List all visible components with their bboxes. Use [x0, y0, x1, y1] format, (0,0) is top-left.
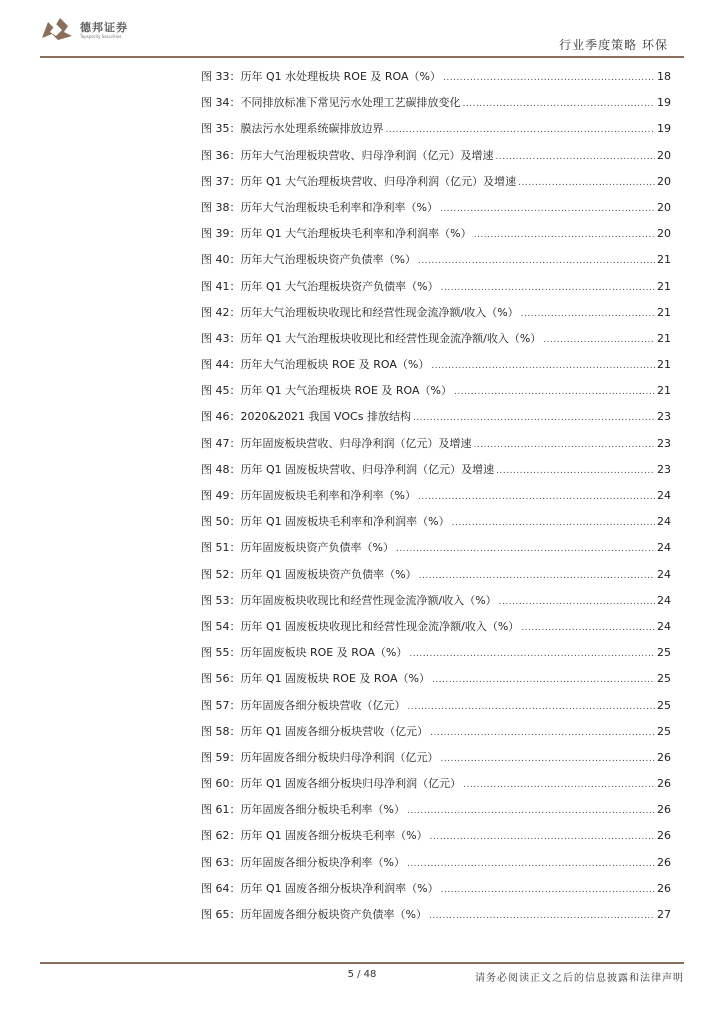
toc-entry-page: 25: [657, 698, 671, 712]
toc-entry-page: 24: [657, 489, 671, 502]
toc-entry-label: 图 46：2020&2021 我国 VOCs 排放结构: [201, 410, 411, 424]
toc-leader-dots: [518, 170, 655, 196]
toc-entry-page: 25: [657, 724, 671, 738]
toc-entry[interactable]: [201, 876, 671, 902]
toc-leader-dots: [432, 667, 655, 693]
toc-entry-page: 20: [657, 148, 671, 162]
toc-entry-label: 图 51：历年固废板块资产负债率（%）: [201, 541, 394, 555]
toc-entry[interactable]: [201, 823, 671, 849]
toc-entry[interactable]: [201, 797, 671, 823]
toc-entry-page: 24: [657, 619, 671, 633]
toc-entry-label: 图 55：历年固废板块 ROE 及 ROA（%）: [201, 646, 408, 660]
toc-entry-label: 图 64：历年 Q1 固废各细分板块净利润率（%）: [201, 881, 439, 895]
toc-entry[interactable]: [201, 509, 671, 535]
toc-entry-page: 26: [657, 855, 671, 869]
toc-entry-label: 图 40：历年大气治理板块资产负债率（%）: [201, 253, 416, 267]
toc-entry[interactable]: [201, 902, 671, 928]
toc-entry-page: 25: [657, 646, 671, 660]
brand-logo-icon: [38, 14, 76, 46]
toc-entry-page: 21: [657, 358, 671, 372]
toc-leader-dots: [386, 117, 656, 143]
toc-leader-dots: [499, 589, 655, 615]
toc-leader-dots: [407, 851, 655, 877]
toc-entry-label: 图 36：历年大气治理板块营收、归母净利润（亿元）及增速: [201, 148, 494, 162]
toc-entry-label: 图 53：历年固废板块收现比和经营性现金流净额/收入（%）: [201, 593, 497, 607]
toc-leader-dots: [454, 379, 655, 405]
toc-entry-label: 图 45：历年 Q1 大气治理板块 ROE 及 ROA（%）: [201, 384, 452, 398]
toc-leader-dots: [419, 563, 655, 589]
toc-entry-page: 26: [657, 803, 671, 817]
toc-entry[interactable]: [201, 745, 671, 771]
toc-entry-label: 图 49：历年固废板块毛利率和净利率（%）: [201, 489, 416, 502]
toc-entry-label: 图 50：历年 Q1 固废板块毛利率和净利润率（%）: [201, 515, 450, 529]
toc-entry-label: 图 44：历年大气治理板块 ROE 及 ROA（%）: [201, 358, 430, 372]
toc-entry[interactable]: [201, 614, 671, 640]
toc-entry-label: 图 38：历年大气治理板块毛利率和净利率（%）: [201, 200, 438, 214]
toc-entry[interactable]: [201, 169, 671, 195]
page-number: 5 / 48: [347, 969, 377, 980]
toc-entry[interactable]: [201, 274, 671, 300]
toc-entry-label: 图 59：历年固废各细分板块归母净利润（亿元）: [201, 750, 439, 764]
toc-entry-page: 26: [657, 881, 671, 895]
toc-entry-label: 图 47：历年固废板块营收、归母净利润（亿元）及增速: [201, 436, 472, 450]
toc-entry[interactable]: [201, 378, 671, 404]
toc-entry-label: 图 43：历年 Q1 大气治理板块收现比和经营性现金流净额/收入（%）: [201, 331, 542, 345]
toc-leader-dots: [521, 615, 655, 641]
toc-entry-label: 图 56：历年 Q1 固废板块 ROE 及 ROA（%）: [201, 672, 430, 686]
toc-entry-page: 27: [657, 908, 671, 921]
toc-entry-page: 24: [657, 593, 671, 607]
toc-entry-page: 24: [657, 515, 671, 529]
toc-leader-dots: [413, 405, 655, 431]
toc-leader-dots: [496, 144, 656, 170]
toc-leader-dots: [463, 91, 656, 117]
toc-entry[interactable]: [201, 666, 671, 692]
toc-entry-page: 20: [657, 200, 671, 214]
page-header: [0, 0, 724, 60]
toc-entry-page: 23: [657, 436, 671, 450]
toc-entry[interactable]: [201, 640, 671, 666]
toc-entry-label: 图 57：历年固废各细分板块营收（亿元）: [201, 698, 406, 712]
toc-leader-dots: [396, 536, 655, 562]
toc-entry-page: 20: [657, 174, 671, 188]
toc-entry-page: 24: [657, 567, 671, 581]
toc-entry-page: 21: [657, 279, 671, 293]
toc-entry-label: 图 60：历年 Q1 固废各细分板块归母净利润（亿元）: [201, 777, 462, 791]
toc-entry-label: 图 58：历年 Q1 固废各细分板块营收（亿元）: [201, 724, 429, 738]
toc-leader-dots: [440, 196, 655, 222]
toc-entry[interactable]: [201, 221, 671, 247]
toc-leader-dots: [463, 772, 655, 798]
legal-disclaimer: 请务必阅读正文之后的信息披露和法律声明: [475, 973, 684, 984]
toc-entry[interactable]: [201, 116, 671, 142]
toc-entry[interactable]: [201, 850, 671, 876]
toc-entry-label: 图 42：历年大气治理板块收现比和经营性现金流净额/收入（%）: [201, 305, 519, 319]
toc-entry-page: 19: [657, 96, 671, 110]
toc-entry-page: 21: [657, 305, 671, 319]
toc-leader-dots: [441, 877, 655, 903]
toc-entry-page: 20: [657, 227, 671, 241]
toc-entry[interactable]: [201, 483, 671, 509]
toc-leader-dots: [521, 301, 655, 327]
toc-entry[interactable]: [201, 64, 671, 90]
toc-entry-label: 图 54：历年 Q1 固废板块收现比和经营性现金流净额/收入（%）: [201, 619, 520, 633]
toc-entry[interactable]: [201, 562, 671, 588]
toc-entry[interactable]: [201, 90, 671, 116]
toc-entry[interactable]: [201, 300, 671, 326]
toc-entry-page: 21: [657, 384, 671, 398]
toc-entry-page: 18: [657, 70, 671, 83]
toc-entry-page: 26: [657, 777, 671, 791]
toc-entry[interactable]: [201, 719, 671, 745]
toc-entry-label: 图 52：历年 Q1 固废板块资产负债率（%）: [201, 567, 417, 581]
toc-leader-dots: [543, 327, 655, 353]
toc-leader-dots: [430, 720, 655, 746]
brand-name-cn: 德邦证券: [80, 20, 128, 34]
toc-leader-dots: [418, 248, 655, 274]
figure-table-of-contents: [201, 64, 671, 928]
toc-entry-page: 25: [657, 672, 671, 686]
toc-leader-dots: [430, 824, 655, 850]
toc-leader-dots: [441, 275, 655, 301]
toc-entry[interactable]: [201, 431, 671, 457]
toc-entry-page: 23: [657, 410, 671, 424]
toc-entry[interactable]: [201, 588, 671, 614]
toc-leader-dots: [408, 694, 656, 720]
toc-entry-label: 图 39：历年 Q1 大气治理板块毛利率和净利润率（%）: [201, 227, 472, 241]
toc-entry-label: 图 34：不同排放标准下常见污水处理工艺碳排放变化: [201, 96, 461, 110]
toc-leader-dots: [452, 510, 655, 536]
toc-entry[interactable]: [201, 143, 671, 169]
toc-entry-label: 图 48：历年 Q1 固废板块营收、归母净利润（亿元）及增速: [201, 462, 495, 476]
toc-entry[interactable]: [201, 771, 671, 797]
toc-entry-label: 图 37：历年 Q1 大气治理板块营收、归母净利润（亿元）及增速: [201, 174, 517, 188]
toc-entry[interactable]: [201, 326, 671, 352]
toc-entry[interactable]: [201, 195, 671, 221]
toc-entry-page: 21: [657, 331, 671, 345]
toc-leader-dots: [443, 65, 655, 91]
report-category: 行业季度策略 环保: [559, 38, 668, 52]
brand-logo: [38, 14, 128, 46]
toc-leader-dots: [418, 484, 655, 510]
toc-entry[interactable]: [201, 535, 671, 561]
toc-entry-label: 图 35：膜法污水处理系统碳排放边界: [201, 122, 384, 136]
toc-leader-dots: [409, 641, 655, 667]
toc-leader-dots: [474, 222, 655, 248]
header-divider: [40, 56, 684, 58]
footer-divider: [40, 962, 684, 964]
toc-entry-page: 26: [657, 750, 671, 764]
toc-entry-page: 26: [657, 829, 671, 843]
toc-entry[interactable]: [201, 693, 671, 719]
toc-entry[interactable]: [201, 404, 671, 430]
toc-entry-page: 19: [657, 122, 671, 136]
brand-name-en: Topsperity Securities: [80, 33, 122, 39]
toc-entry-label: 图 62：历年 Q1 固废各细分板块毛利率（%）: [201, 829, 428, 843]
toc-entry-label: 图 61：历年固废各细分板块毛利率（%）: [201, 803, 405, 817]
toc-leader-dots: [496, 458, 655, 484]
toc-entry[interactable]: [201, 352, 671, 378]
toc-entry-page: 24: [657, 541, 671, 555]
toc-leader-dots: [474, 432, 656, 458]
toc-entry-label: 图 65：历年固废各细分板块资产负债率（%）: [201, 908, 427, 921]
toc-leader-dots: [407, 798, 655, 824]
toc-leader-dots: [431, 353, 655, 379]
toc-entry-page: 21: [657, 253, 671, 267]
toc-entry-label: 图 63：历年固废各细分板块净利率（%）: [201, 855, 405, 869]
toc-entry-label: 图 41：历年 Q1 大气治理板块资产负债率（%）: [201, 279, 439, 293]
toc-entry-page: 23: [657, 462, 671, 476]
toc-entry[interactable]: [201, 247, 671, 273]
toc-entry-label: 图 33：历年 Q1 水处理板块 ROE 及 ROA（%）: [201, 70, 441, 83]
toc-entry[interactable]: [201, 457, 671, 483]
toc-leader-dots: [429, 903, 655, 929]
toc-leader-dots: [441, 746, 656, 772]
